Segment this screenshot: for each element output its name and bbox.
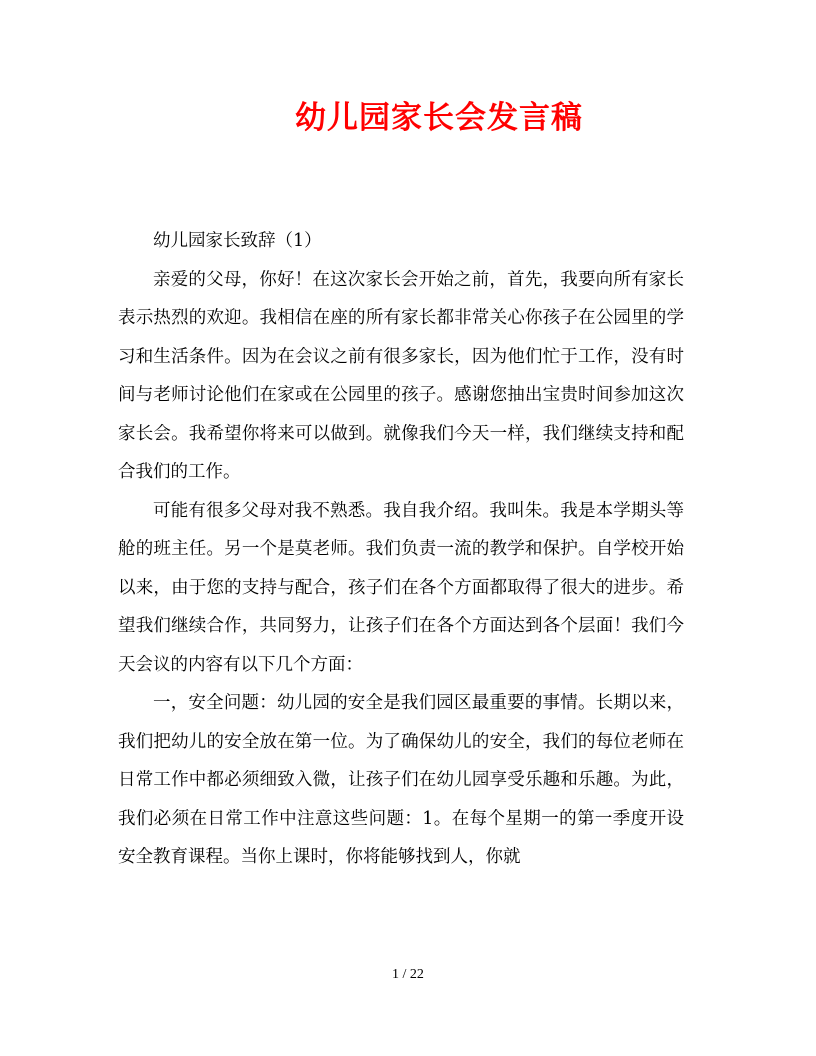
section-heading: 幼儿园家长致辞（1） <box>153 231 322 251</box>
paragraph: 一，安全问题：幼儿园的安全是我们园区最重要的事情。长期以来，我们把幼儿的安全放在第一位。为了确保幼儿的安全，我们的每位老师在日常工作中都必须细致入微，让孩子们在幼儿园享受乐趣和乐趣。为此，我们必须在日常工作中注意这些问题：1。在每个星期一的第一季度开设安全教育课程。当你上课时，你将能够找到人，你就 <box>118 693 684 867</box>
paragraph: 亲爱的父母，你好！在这次家长会开始之前，首先，我要向所有家长表示热烈的欢迎。我相信在座的所有家长都非常关心你孩子在公园里的学习和生活条件。因为在会议之前有很多家长，因为他们忙于工作，没有时间与老师讨论他们在家或在公园里的孩子。感谢您抽出宝贵时间参加这次家长会。我希望你将来可以做到。就像我们今天一样，我们继续支持和配合我们的工作。 <box>118 269 684 482</box>
paragraph: 可能有很多父母对我不熟悉。我自我介绍。我叫朱。我是本学期头等舱的班主任。另一个是莫老师。我们负责一流的教学和保护。自学校开始以来，由于您的支持与配合，孩子们在各个方面都取得了很大的进步。希望我们继续合作，共同努力，让孩子们在各个方面达到各个层面！我们今天会议的内容有以下几个方面： <box>118 500 684 675</box>
document-title: 幼儿园家长会发言稿 <box>295 100 583 136</box>
document-body <box>118 222 684 877</box>
page-number: 1 / 22 <box>392 967 424 982</box>
